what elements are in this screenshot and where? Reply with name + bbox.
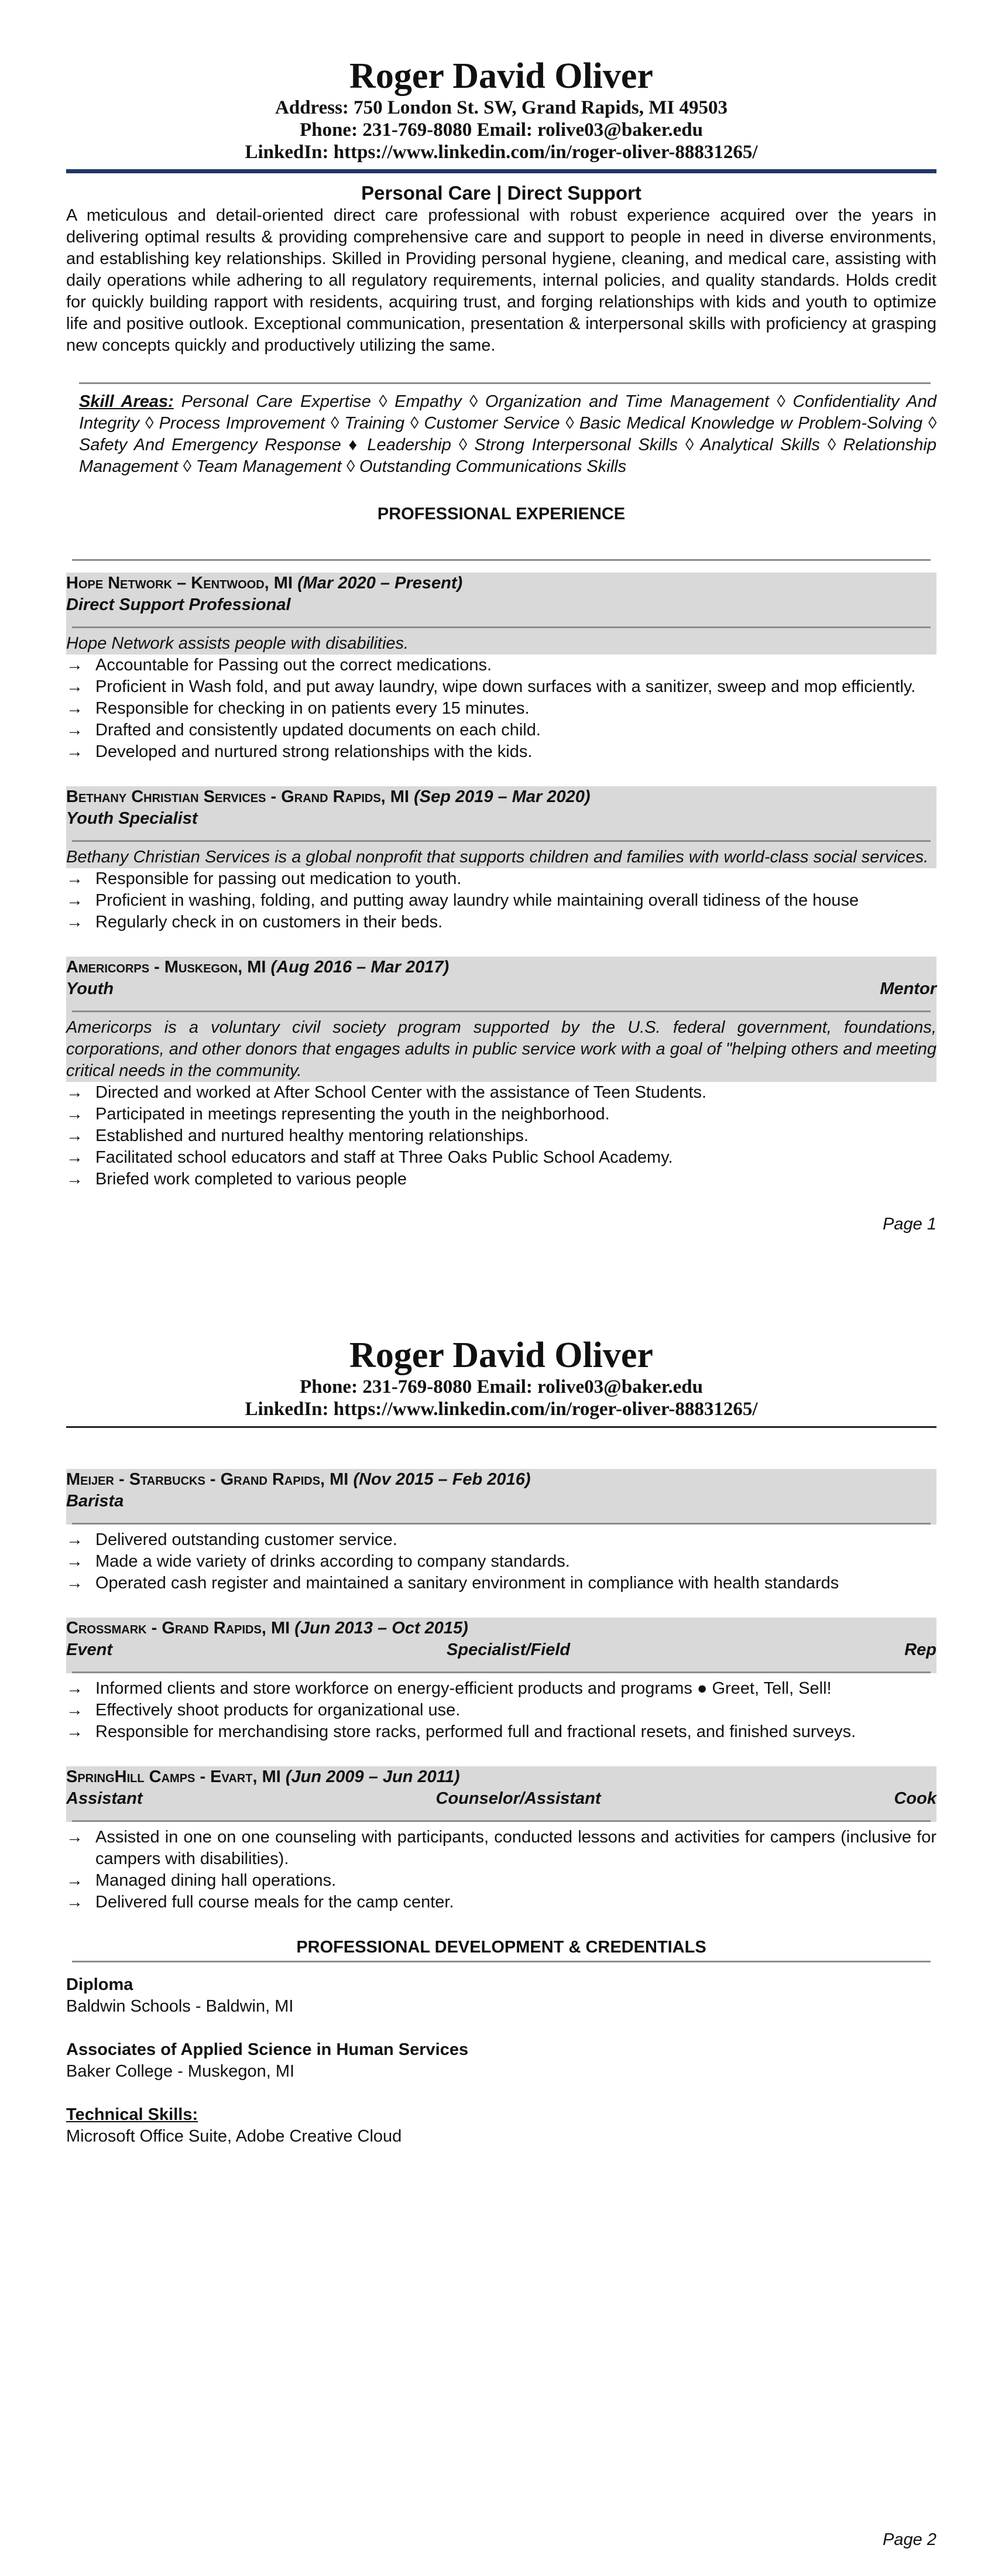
address: Address: 750 London St. SW, Grand Rapids, MI 49503 <box>275 97 728 118</box>
credential-title: Associates of Applied Science in Human Services <box>66 2040 469 2059</box>
company-name: Meijer - Starbucks - Grand Rapids, MI <box>66 1470 349 1489</box>
arrow-icon: → <box>66 1722 83 1741</box>
company-name: Bethany Christian Services - Grand Rapids, MI <box>66 787 410 806</box>
bullet-text: Briefed work completed to various people <box>95 1170 407 1188</box>
arrow-icon: → <box>66 721 83 739</box>
company-description: Hope Network assists people with disabilities. <box>66 634 409 653</box>
bullet-text: Made a wide variety of drinks according to company standards. <box>95 1552 570 1571</box>
bullet-text: Assisted in one on one counseling with participants, conducted lessons and activities for campers (inclusive for campers with disabilities). <box>95 1828 936 1868</box>
arrow-icon: → <box>66 1170 83 1188</box>
job-title-part: Counselor/Assistant <box>435 1789 601 1808</box>
bullet-item <box>66 1125 936 1147</box>
company-name: Crossmark - Grand Rapids, MI <box>66 1619 290 1638</box>
job-dates: (Aug 2016 – Mar 2017) <box>270 958 450 977</box>
divider <box>72 1820 931 1822</box>
bullet-item <box>66 1082 936 1104</box>
resume-page-1 <box>66 56 936 1235</box>
candidate-name: Roger David Oliver <box>349 1335 653 1375</box>
credential-detail: Baldwin Schools - Baldwin, MI <box>66 1997 294 2016</box>
job-title-part: Assistant <box>66 1789 143 1808</box>
divider <box>79 382 931 384</box>
job-dates: (Sep 2019 – Mar 2020) <box>414 787 591 806</box>
job-title-part: Direct Support Professional <box>66 595 291 614</box>
job-entry <box>66 1618 936 1743</box>
job-entry <box>66 1469 936 1594</box>
bullet-item <box>66 1147 936 1169</box>
phone-email: Phone: 231-769-8080 Email: rolive03@baker.edu <box>300 119 703 141</box>
job-entry <box>66 786 936 933</box>
arrow-icon: → <box>66 1893 83 1912</box>
arrow-icon: → <box>66 677 83 696</box>
company-line <box>66 1618 936 1639</box>
job-title-part: Event <box>66 1640 112 1659</box>
arrow-icon: → <box>66 1105 83 1123</box>
job-title-part: Mentor <box>880 979 936 998</box>
bullet-item <box>66 890 936 912</box>
credential-detail: Baker College - Muskegon, MI <box>66 2062 295 2081</box>
credential-title: Diploma <box>66 1975 133 1994</box>
resume-header <box>66 56 936 163</box>
credential-title: Technical Skills: <box>66 2105 198 2124</box>
bullet-list <box>66 655 936 763</box>
arrow-icon: → <box>66 1148 83 1167</box>
bullet-text: Directed and worked at After School Center with the assistance of Teen Students. <box>95 1083 707 1102</box>
bullet-text: Drafted and consistently updated documents on each child. <box>95 721 541 739</box>
bullet-item <box>66 1721 936 1743</box>
job-title-part: Rep <box>904 1640 936 1659</box>
company-line <box>66 1469 936 1491</box>
bullet-text: Developed and nurtured strong relationships with the kids. <box>95 742 533 761</box>
skill-areas <box>79 391 936 478</box>
credential <box>66 1974 936 2017</box>
job-entry <box>66 957 936 1190</box>
divider <box>72 1010 931 1012</box>
company-description: Americorps is a voluntary civil society program supported by the U.S. federal government, foundations, corporations, and other donors that engages adults in public service work with a goal of "helping others and meeting critical needs in the community. <box>66 1018 936 1080</box>
arrow-icon: → <box>66 1126 83 1145</box>
divider <box>72 840 931 842</box>
bullet-text: Delivered full course meals for the camp center. <box>95 1893 454 1912</box>
divider <box>72 1961 931 1962</box>
section-credentials: PROFESSIONAL DEVELOPMENT & CREDENTIALS <box>296 1938 706 1957</box>
divider <box>72 1671 931 1673</box>
bullet-item <box>66 1573 936 1594</box>
company-line <box>66 1766 936 1788</box>
job-title-part: Barista <box>66 1492 124 1510</box>
bullet-text: Proficient in washing, folding, and putting away laundry while maintaining overall tidiness of the house <box>95 891 859 910</box>
bullet-text: Proficient in Wash fold, and put away laundry, wipe down surfaces with a sanitizer, sweep and mop efficiently. <box>95 677 916 696</box>
company-line <box>66 573 936 594</box>
job-header <box>66 1766 936 1822</box>
arrow-icon: → <box>66 869 83 888</box>
bullet-item <box>66 1827 936 1870</box>
bullet-text: Responsible for passing out medication to youth. <box>95 869 462 888</box>
page-number: Page 1 <box>883 1215 936 1234</box>
arrow-icon: → <box>66 699 83 718</box>
linkedin: LinkedIn: https://www.linkedin.com/in/roger-oliver-88831265/ <box>245 1399 758 1420</box>
arrow-icon: → <box>66 1679 83 1698</box>
job-dates: (Jun 2013 – Oct 2015) <box>294 1619 468 1638</box>
job-title <box>66 594 936 616</box>
bullet-text: Responsible for merchandising store racks, performed full and fractional resets, and finished surveys. <box>95 1722 856 1741</box>
job-title <box>66 978 936 1000</box>
divider <box>72 1523 931 1525</box>
bullet-item <box>66 741 936 763</box>
credential-detail: Microsoft Office Suite, Adobe Creative Cloud <box>66 2127 402 2146</box>
arrow-icon: → <box>66 1083 83 1102</box>
credential <box>66 2104 936 2147</box>
experience-list <box>66 1469 936 1913</box>
arrow-icon: → <box>66 1530 83 1549</box>
job-entry <box>66 573 936 763</box>
job-title <box>66 1788 936 1810</box>
bullet-item <box>66 676 936 698</box>
bullet-item <box>66 1870 936 1892</box>
section-experience: PROFESSIONAL EXPERIENCE <box>377 505 626 523</box>
job-header <box>66 1618 936 1673</box>
bullet-text: Managed dining hall operations. <box>95 1871 337 1890</box>
job-dates: (Jun 2009 – Jun 2011) <box>285 1767 460 1786</box>
company-name: Americorps - Muskegon, MI <box>66 958 266 977</box>
bullet-item <box>66 655 936 676</box>
job-title-part: Specialist/Field <box>447 1640 571 1659</box>
resume-page-2 <box>66 1335 936 2549</box>
job-title-part: Youth <box>66 979 114 998</box>
job-header <box>66 573 936 655</box>
company-name: SpringHill Camps - Evart, MI <box>66 1767 281 1786</box>
bullet-text: Participated in meetings representing the youth in the neighborhood. <box>95 1105 610 1123</box>
page-number: Page 2 <box>883 2530 936 2549</box>
bullet-list <box>66 1678 936 1743</box>
experience-list <box>66 573 936 1190</box>
company-line <box>66 786 936 808</box>
arrow-icon: → <box>66 1552 83 1571</box>
arrow-icon: → <box>66 656 83 674</box>
skills-list: Personal Care Expertise ◊ Empathy ◊ Organization and Time Management ◊ Confidentiality And Integrity ◊ Process Improvement ◊ Training ◊ Customer Service ◊ Basic Medical Knowledge w Problem-Solving ◊ Safety And Emergency Response ♦ Leadership ◊ Strong Interpersonal Skills ◊ Analytical Skills ◊ Relationship Management ◊ Team Management ◊ Outstanding Communications Skills <box>79 392 936 476</box>
candidate-name: Roger David Oliver <box>349 56 653 96</box>
job-title-part: Youth Specialist <box>66 809 198 828</box>
bullet-text: Informed clients and store workforce on energy-efficient products and programs ● Greet, Tell, Sell! <box>95 1679 832 1698</box>
resume-header <box>66 1335 936 1420</box>
skills-label: Skill Areas: <box>79 392 174 411</box>
header-divider <box>66 169 936 173</box>
bullet-list <box>66 1827 936 1913</box>
bullet-list <box>66 1082 936 1190</box>
bullet-text: Regularly check in on customers in their beds. <box>95 913 443 931</box>
bullet-list <box>66 1529 936 1594</box>
credential <box>66 2039 936 2082</box>
linkedin: LinkedIn: https://www.linkedin.com/in/roger-oliver-88831265/ <box>245 142 758 163</box>
bullet-text: Operated cash register and maintained a sanitary environment in compliance with health standards <box>95 1574 839 1592</box>
arrow-icon: → <box>66 891 83 910</box>
bullet-item <box>66 698 936 720</box>
bullet-text: Established and nurtured healthy mentoring relationships. <box>95 1126 529 1145</box>
bullet-text: Facilitated school educators and staff at Three Oaks Public School Academy. <box>95 1148 673 1167</box>
bullet-text: Delivered outstanding customer service. <box>95 1530 397 1549</box>
bullet-item <box>66 1678 936 1700</box>
divider <box>72 559 931 561</box>
job-header <box>66 1469 936 1525</box>
summary: A meticulous and detail-oriented direct care professional with robust experience acquired over the years in delivering optimal results & providing comprehensive care and support to people in need in diverse environments, and establishing key relationships. Skilled in Providing personal hygiene, cleaning, and medical care, assisting with daily operations while adhering to all regulatory requirements, internal policies, and quality standards. Holds credit for quickly building rapport with residents, acquiring trust, and forging relationships with kids and youth to optimize life and positive outlook. Exceptional communication, presentation & interpersonal skills with proficiency at grasping new concepts quickly and productively utilizing the same. <box>66 206 936 355</box>
bullet-text: Accountable for Passing out the correct medications. <box>95 656 492 674</box>
bullet-item <box>66 1892 936 1913</box>
job-dates: (Nov 2015 – Feb 2016) <box>353 1470 531 1489</box>
arrow-icon: → <box>66 913 83 931</box>
arrow-icon: → <box>66 1574 83 1592</box>
bullet-item <box>66 912 936 933</box>
company-description: Bethany Christian Services is a global nonprofit that supports children and families with world-class social services. <box>66 848 929 866</box>
bullet-text: Effectively shoot products for organizational use. <box>95 1701 461 1719</box>
job-header <box>66 957 936 1082</box>
divider <box>72 626 931 628</box>
job-entry <box>66 1766 936 1913</box>
bullet-text: Responsible for checking in on patients every 15 minutes. <box>95 699 530 718</box>
company-name: Hope Network – Kentwood, MI <box>66 574 293 592</box>
job-title-part: Cook <box>894 1789 936 1808</box>
bullet-item <box>66 1551 936 1573</box>
bullet-item <box>66 1169 936 1190</box>
bullet-item <box>66 1529 936 1551</box>
bullet-list <box>66 868 936 933</box>
bullet-item <box>66 1104 936 1125</box>
bullet-item <box>66 1700 936 1721</box>
arrow-icon: → <box>66 1871 83 1890</box>
job-title <box>66 808 936 830</box>
arrow-icon: → <box>66 1828 83 1847</box>
job-title <box>66 1491 936 1512</box>
job-dates: (Mar 2020 – Present) <box>297 574 463 592</box>
headline: Personal Care | Direct Support <box>361 182 641 204</box>
credentials-list <box>66 1974 936 2147</box>
company-line <box>66 957 936 978</box>
bullet-item <box>66 720 936 741</box>
arrow-icon: → <box>66 742 83 761</box>
job-header <box>66 786 936 868</box>
job-title <box>66 1639 936 1661</box>
bullet-item <box>66 868 936 890</box>
arrow-icon: → <box>66 1701 83 1719</box>
phone-email: Phone: 231-769-8080 Email: rolive03@baker.edu <box>300 1376 703 1397</box>
